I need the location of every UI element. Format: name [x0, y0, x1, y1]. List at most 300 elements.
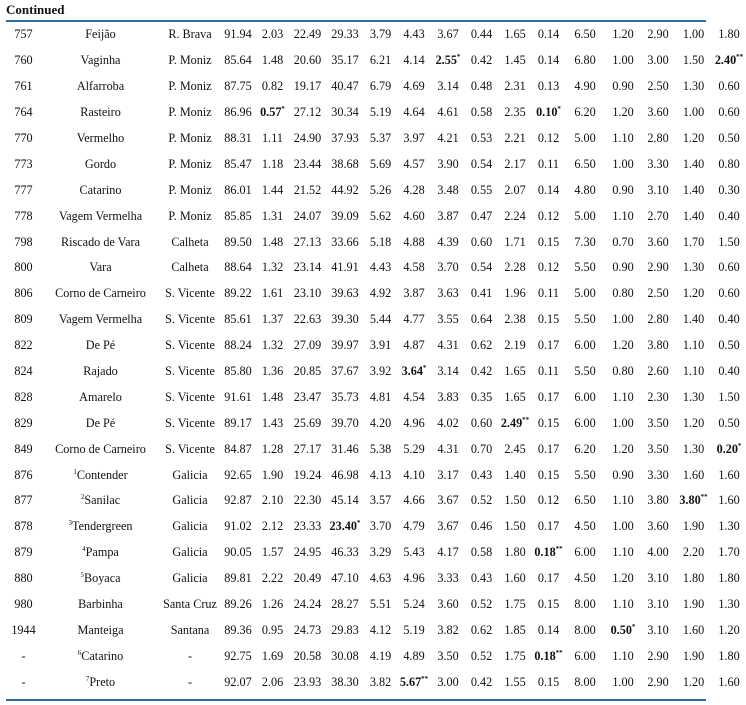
accession-cell: - [21, 648, 26, 663]
value-cell: 0.17 [537, 571, 560, 586]
table-row [6, 617, 746, 643]
value-cell: 0.40 [718, 364, 740, 379]
origin-cell: P. Moniz [168, 79, 212, 94]
name-cell: $^4$Pampa [82, 545, 119, 560]
value-cell: 2.24 [504, 208, 526, 223]
value-cell: 1.50 [718, 389, 740, 404]
origin-cell: - [187, 674, 193, 689]
value-cell: 0.53 [470, 131, 493, 145]
value-cell: 37.67 [331, 364, 359, 379]
value-cell: 2.40** [714, 53, 744, 68]
value-cell: 1.80 [682, 571, 705, 586]
value-cell: 0.50 [718, 131, 740, 145]
value-cell: 0.95 [261, 622, 284, 637]
value-cell: 89.81 [224, 571, 252, 586]
accession-cell: 773 [14, 156, 33, 171]
value-cell: 4.58 [403, 260, 425, 275]
value-cell: 1.50 [718, 234, 740, 249]
value-cell: 23.40* [329, 519, 361, 534]
value-cell: 1.90 [682, 648, 705, 663]
value-cell: 8.00 [574, 597, 596, 612]
value-cell: 1.10 [612, 545, 634, 560]
value-cell: 91.02 [224, 519, 252, 534]
value-cell: 3.67 [437, 519, 459, 534]
origin-cell: Santa Cruz [163, 597, 217, 612]
table-row [6, 22, 746, 48]
value-cell: 0.60 [470, 234, 493, 249]
value-cell: 6.00 [574, 338, 596, 353]
value-cell: 4.92 [369, 286, 392, 301]
value-cell: 1.48 [261, 389, 284, 404]
value-cell: 5.18 [369, 234, 392, 249]
origin-cell: Galicia [172, 519, 208, 534]
value-cell: 0.12 [537, 208, 560, 223]
value-cell: 7.30 [574, 234, 596, 249]
value-cell: 1.90 [261, 467, 284, 482]
origin-cell: Santana [170, 622, 210, 637]
value-cell: 3.57 [369, 493, 392, 508]
data-table [6, 22, 746, 695]
value-cell: 24.95 [293, 545, 322, 560]
value-cell: 85.47 [224, 156, 252, 171]
value-cell: 3.70 [437, 260, 459, 275]
value-cell: 0.13 [537, 79, 560, 94]
value-cell: 3.50 [437, 648, 459, 663]
value-cell: 2.90 [647, 27, 669, 42]
value-cell: 4.64 [403, 105, 425, 120]
value-cell: 6.00 [574, 415, 596, 430]
value-cell: 1.48 [261, 53, 284, 68]
value-cell: 1.20 [682, 674, 705, 689]
value-cell: 0.52 [470, 493, 493, 508]
value-cell: 1.50 [682, 53, 705, 68]
value-cell: 2.31 [504, 79, 526, 94]
value-cell: 3.48 [437, 182, 459, 197]
value-cell: 2.30 [647, 389, 669, 404]
value-cell: 5.00 [574, 286, 596, 301]
value-cell: 4.31 [437, 338, 459, 353]
origin-cell: S. Vicente [165, 312, 215, 327]
value-cell: 0.64 [470, 312, 493, 327]
value-cell: 6.79 [369, 79, 392, 94]
value-cell: 0.82 [261, 79, 284, 94]
accession-cell: 879 [14, 545, 33, 560]
table-row [6, 126, 746, 152]
value-cell: 3.90 [437, 156, 459, 171]
origin-cell: R. Brava [168, 27, 212, 42]
value-cell: 3.55 [437, 312, 459, 327]
value-cell: 92.07 [224, 674, 252, 689]
table-row [6, 255, 746, 281]
value-cell: 39.63 [331, 286, 359, 301]
accession-cell: 880 [14, 571, 33, 586]
origin-cell: S. Vicente [165, 364, 215, 379]
value-cell: 23.44 [293, 156, 322, 171]
value-cell: 35.73 [331, 389, 359, 404]
value-cell: 91.94 [224, 27, 252, 42]
value-cell: 3.82 [369, 674, 392, 689]
value-cell: 4.80 [574, 182, 596, 197]
value-cell: 0.11 [538, 286, 559, 301]
value-cell: 89.36 [224, 622, 252, 637]
value-cell: 1.40 [682, 182, 705, 197]
origin-cell: P. Moniz [168, 182, 212, 197]
value-cell: 6.00 [574, 545, 596, 560]
accession-cell: 798 [14, 234, 33, 249]
value-cell: 4.50 [574, 519, 596, 534]
value-cell: 1.28 [261, 441, 284, 456]
value-cell: 3.17 [437, 467, 459, 482]
table-row [6, 48, 746, 74]
value-cell: 1.20 [682, 131, 705, 145]
value-cell: 2.70 [647, 208, 669, 223]
origin-cell: Galicia [172, 493, 208, 508]
value-cell: 0.50 [718, 338, 740, 353]
value-cell: 0.20* [716, 441, 742, 456]
value-cell: 0.47 [470, 208, 493, 223]
value-cell: 6.20 [574, 105, 596, 120]
value-cell: 89.50 [224, 234, 252, 249]
value-cell: 4.43 [403, 27, 425, 42]
value-cell: 0.52 [470, 597, 493, 612]
value-cell: 89.26 [224, 597, 252, 612]
name-cell: Vermelho [76, 131, 125, 145]
value-cell: 30.34 [331, 105, 359, 120]
value-cell: 0.52 [470, 648, 493, 663]
value-cell: 1.10 [682, 338, 705, 353]
value-cell: 1.37 [261, 312, 284, 327]
value-cell: 89.17 [224, 415, 252, 430]
accession-cell: 980 [14, 597, 33, 612]
name-cell: $^5$Boyaca [80, 571, 121, 586]
accession-cell: 1944 [11, 622, 36, 637]
table-row [6, 151, 746, 177]
value-cell: 5.00 [574, 208, 596, 223]
value-cell: 23.10 [293, 286, 322, 301]
value-cell: 2.28 [504, 260, 526, 275]
table-row [6, 333, 746, 359]
value-cell: 0.17 [537, 519, 560, 534]
value-cell: 92.65 [224, 467, 252, 482]
accession-cell: 822 [14, 338, 33, 353]
value-cell: 0.11 [538, 156, 559, 171]
value-cell: 2.20 [682, 545, 705, 560]
accession-cell: 778 [14, 208, 33, 223]
value-cell: 4.81 [369, 389, 392, 404]
name-cell: Manteiga [77, 622, 124, 637]
value-cell: 6.50 [574, 493, 596, 508]
value-cell: 1.10 [612, 208, 634, 223]
value-cell: 4.10 [403, 467, 425, 482]
value-cell: 39.30 [331, 312, 359, 327]
value-cell: 1.10 [612, 493, 634, 508]
value-cell: 24.24 [293, 597, 322, 612]
value-cell: 3.30 [647, 156, 669, 171]
value-cell: 6.80 [574, 53, 596, 68]
value-cell: 0.60 [470, 415, 493, 430]
value-cell: 3.30 [647, 467, 669, 482]
value-cell: 0.15 [537, 415, 560, 430]
value-cell: 0.55 [470, 182, 493, 197]
table-row [6, 359, 746, 385]
value-cell: 3.79 [369, 27, 392, 42]
value-cell: 1.80 [718, 648, 740, 663]
value-cell: 0.90 [612, 182, 634, 197]
value-cell: 85.64 [224, 53, 252, 68]
name-cell: $^2$Sanilac [80, 493, 121, 508]
value-cell: 2.60 [647, 364, 669, 379]
value-cell: 0.46 [470, 519, 493, 534]
origin-cell: Calheta [171, 234, 209, 249]
value-cell: 2.50 [647, 286, 669, 301]
value-cell: 0.48 [470, 79, 493, 94]
value-cell: 46.33 [331, 545, 359, 560]
table-row [6, 462, 746, 488]
name-cell: $^6$Catarino [77, 648, 124, 663]
value-cell: 0.54 [470, 156, 493, 171]
value-cell: 3.80 [647, 493, 669, 508]
value-cell: 0.70 [612, 234, 634, 249]
value-cell: 0.54 [470, 260, 493, 275]
value-cell: 1.60 [682, 467, 705, 482]
value-cell: 19.17 [293, 79, 322, 94]
value-cell: 1.20 [612, 27, 634, 42]
value-cell: 1.57 [261, 545, 284, 560]
value-cell: 2.90 [647, 674, 669, 689]
value-cell: 1.75 [504, 597, 526, 612]
value-cell: 1.36 [261, 364, 284, 379]
accession-cell: 760 [14, 53, 33, 68]
value-cell: 2.38 [504, 312, 526, 327]
value-cell: 4.96 [403, 415, 425, 430]
value-cell: 0.12 [537, 131, 560, 145]
value-cell: 6.50 [574, 27, 596, 42]
value-cell: 29.33 [331, 27, 359, 42]
value-cell: 1.30 [682, 260, 705, 275]
value-cell: 1.00 [612, 312, 634, 327]
value-cell: 25.69 [293, 415, 322, 430]
value-cell: 3.64* [401, 363, 427, 379]
value-cell: 29.83 [331, 622, 359, 637]
value-cell: 3.33 [437, 571, 459, 586]
value-cell: 2.45 [504, 441, 526, 456]
origin-cell: Galicia [172, 467, 208, 482]
value-cell: 0.62 [470, 622, 493, 637]
value-cell: 4.28 [403, 182, 425, 197]
value-cell: 5.43 [403, 545, 425, 560]
value-cell: 0.15 [537, 674, 560, 689]
origin-cell: - [187, 648, 193, 663]
value-cell: 4.88 [403, 234, 425, 249]
value-cell: 21.52 [293, 182, 322, 197]
value-cell: 3.97 [403, 131, 425, 145]
table-caption: Continued [6, 2, 65, 17]
value-cell: 1.10 [612, 389, 634, 404]
value-cell: 1.70 [682, 234, 705, 249]
value-cell: 4.77 [403, 312, 425, 327]
value-cell: 0.70 [470, 441, 493, 456]
value-cell: 0.42 [470, 53, 493, 68]
value-cell: 1.90 [682, 597, 705, 612]
value-cell: 1.20 [682, 286, 705, 301]
value-cell: 5.67** [399, 674, 429, 689]
value-cell: 2.55* [435, 53, 461, 68]
value-cell: 2.06 [261, 674, 284, 689]
value-cell: 1.50 [504, 519, 526, 534]
value-cell: 0.40 [718, 208, 740, 223]
origin-cell: P. Moniz [168, 105, 212, 120]
name-cell: Corno de Carneiro [55, 286, 146, 301]
value-cell: 3.80 [647, 338, 669, 353]
value-cell: 0.58 [470, 545, 493, 560]
value-cell: 0.43 [470, 571, 493, 586]
value-cell: 23.47 [293, 389, 322, 404]
value-cell: 20.58 [293, 648, 322, 663]
value-cell: 4.79 [403, 519, 425, 534]
value-cell: 2.21 [504, 131, 526, 145]
name-cell: Rajado [83, 364, 118, 379]
value-cell: 4.02 [437, 415, 459, 430]
value-cell: 1.10 [612, 131, 634, 145]
value-cell: 3.82 [437, 622, 459, 637]
value-cell: 20.49 [293, 571, 322, 586]
origin-cell: S. Vicente [165, 441, 215, 456]
value-cell: 5.50 [574, 312, 596, 327]
value-cell: 88.64 [224, 260, 252, 275]
name-cell: Catarino [79, 182, 122, 197]
value-cell: 1.40 [682, 312, 705, 327]
value-cell: 5.00 [574, 131, 596, 145]
value-cell: 4.19 [369, 648, 392, 663]
value-cell: 0.15 [537, 234, 560, 249]
table-row [6, 436, 746, 462]
value-cell: 86.96 [224, 105, 252, 120]
value-cell: 0.40 [718, 312, 740, 327]
value-cell: 33.66 [331, 234, 359, 249]
table-row [6, 203, 746, 229]
table-row [6, 540, 746, 566]
value-cell: 4.89 [403, 648, 425, 663]
value-cell: 0.80 [612, 364, 634, 379]
value-cell: 2.50 [647, 79, 669, 94]
value-cell: 2.07 [504, 182, 526, 197]
value-cell: 92.75 [224, 648, 252, 663]
value-cell: 3.10 [647, 182, 669, 197]
name-cell: Gordo [84, 156, 117, 171]
value-cell: 27.09 [293, 338, 322, 353]
accession-cell: 757 [14, 27, 33, 42]
value-cell: 1.10 [612, 597, 634, 612]
origin-cell: P. Moniz [168, 53, 212, 68]
value-cell: 6.00 [574, 648, 596, 663]
value-cell: 1.96 [504, 286, 526, 301]
value-cell: 4.60 [403, 208, 425, 223]
name-cell: Vara [89, 260, 112, 275]
value-cell: 88.24 [224, 338, 252, 353]
value-cell: 1.32 [261, 260, 284, 275]
value-cell: 2.03 [261, 27, 284, 42]
value-cell: 4.21 [437, 131, 459, 145]
value-cell: 47.10 [331, 571, 359, 586]
value-cell: 28.27 [331, 597, 359, 612]
value-cell: 39.97 [331, 338, 359, 353]
table-row [6, 74, 746, 100]
value-cell: 39.70 [331, 415, 359, 430]
value-cell: 4.43 [369, 260, 392, 275]
value-cell: 3.87 [403, 286, 425, 301]
value-cell: 1.20 [612, 105, 634, 120]
value-cell: 4.90 [574, 79, 596, 94]
value-cell: 6.50 [574, 156, 596, 171]
value-cell: 22.63 [293, 312, 322, 327]
value-cell: 0.17 [537, 441, 560, 456]
value-cell: 5.50 [574, 467, 596, 482]
value-cell: 5.19 [369, 105, 392, 120]
value-cell: 88.31 [224, 131, 252, 145]
value-cell: 5.29 [403, 441, 425, 456]
value-cell: 2.80 [647, 312, 669, 327]
value-cell: 85.61 [224, 312, 252, 327]
value-cell: 4.69 [403, 79, 425, 94]
name-cell: Riscado de Vara [61, 234, 140, 249]
name-cell: Barbinha [78, 597, 123, 612]
accession-cell: 828 [14, 389, 33, 404]
origin-cell: P. Moniz [168, 131, 212, 145]
value-cell: 39.09 [331, 208, 359, 223]
value-cell: 23.93 [293, 674, 322, 689]
value-cell: 0.15 [537, 597, 560, 612]
value-cell: 1.71 [504, 234, 526, 249]
value-cell: 2.90 [647, 260, 669, 275]
name-cell: Vagem Vermelha [58, 208, 143, 223]
value-cell: 3.00 [437, 674, 459, 689]
value-cell: 3.50 [647, 415, 669, 430]
value-cell: 89.22 [224, 286, 252, 301]
value-cell: 0.60 [718, 105, 740, 120]
value-cell: 19.24 [293, 467, 322, 482]
value-cell: 1.43 [261, 415, 284, 430]
value-cell: 4.20 [369, 415, 392, 430]
value-cell: 1.31 [261, 208, 284, 223]
name-cell: De Pé [85, 415, 116, 430]
accession-cell: 800 [14, 260, 33, 275]
value-cell: 4.13 [369, 467, 392, 482]
origin-cell: S. Vicente [165, 389, 215, 404]
name-cell: Rasteiro [80, 105, 121, 120]
value-cell: 22.30 [293, 493, 322, 508]
value-cell: 2.49** [500, 415, 530, 430]
value-cell: 5.44 [369, 312, 392, 327]
value-cell: 3.67 [437, 493, 459, 508]
value-cell: 0.41 [470, 286, 493, 301]
value-cell: 46.98 [331, 467, 359, 482]
value-cell: 3.70 [369, 519, 392, 534]
value-cell: 3.92 [369, 364, 392, 379]
value-cell: 23.14 [293, 260, 322, 275]
value-cell: 4.39 [437, 234, 459, 249]
table-row [6, 281, 746, 307]
value-cell: 1.00 [612, 674, 634, 689]
accession-cell: 877 [14, 493, 33, 508]
value-cell: 1.60 [718, 493, 740, 508]
value-cell: 0.11 [538, 364, 559, 379]
accession-cell: 777 [14, 182, 33, 197]
value-cell: 0.60 [718, 79, 740, 94]
value-cell: 1.40 [682, 156, 705, 171]
value-cell: 4.50 [574, 571, 596, 586]
value-cell: 27.12 [293, 105, 322, 120]
value-cell: 5.50 [574, 364, 596, 379]
